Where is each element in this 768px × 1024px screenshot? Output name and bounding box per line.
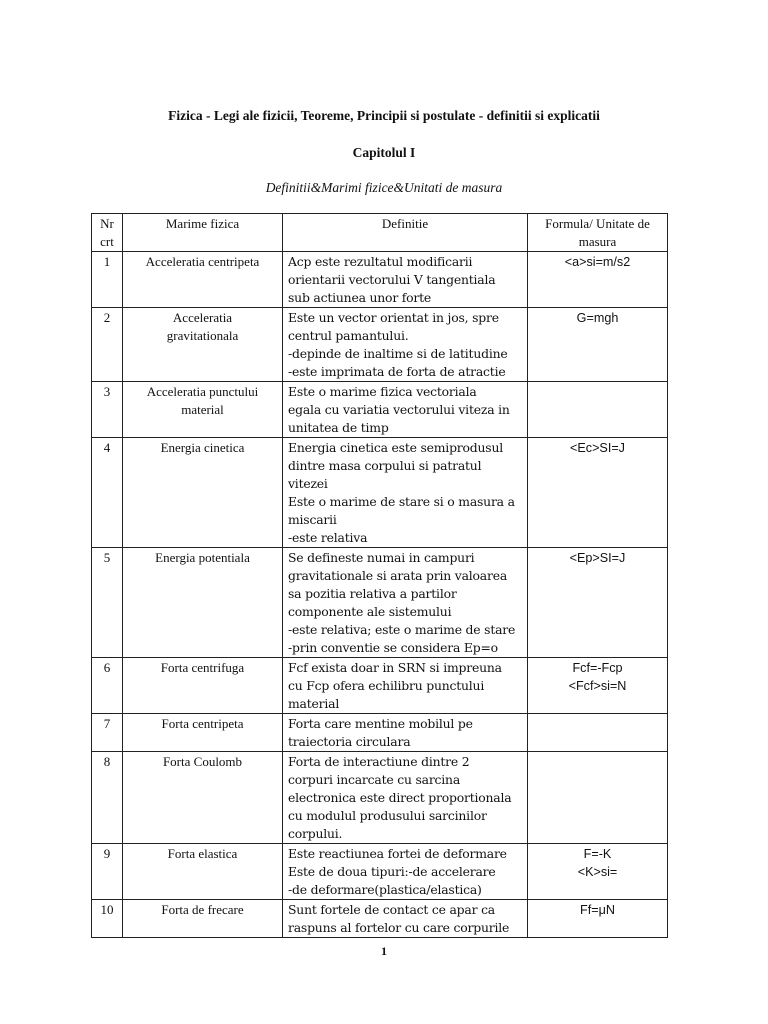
quantity-name-line: Acceleratia	[172, 310, 233, 325]
definition-text-line: Se defineste numai in campuri	[288, 550, 475, 565]
table-row	[92, 844, 668, 900]
quantity-name-line: Forta Coulomb	[162, 754, 243, 769]
definition-text-cell	[283, 438, 528, 548]
definition-text-line: cu Fcp ofera echilibru punctului	[288, 678, 485, 693]
formula-unit-cell	[528, 438, 668, 548]
formula-unit-line: <Ep>SI=J	[569, 551, 626, 565]
document-title: Fizica - Legi ale fizicii, Teoreme, Principii si postulate - definitii si explicatii	[168, 108, 600, 123]
header-quantity: Marime fizica	[123, 214, 283, 252]
definition-text-line: traiectoria circulara	[288, 734, 411, 749]
definition-text-cell	[283, 844, 528, 900]
quantity-name-line: Forta centrifuga	[160, 660, 245, 675]
definition-text-line: orientarii vectorului V tangentiala	[288, 272, 496, 287]
quantity-name-cell	[123, 900, 283, 938]
definition-text-line: -prin conventie se considera Ep=o	[288, 640, 498, 655]
table-row	[92, 382, 668, 438]
formula-unit-line: <Ec>SI=J	[570, 441, 625, 455]
table-row	[92, 308, 668, 382]
definition-text-line: -este relativa; este o marime de stare	[288, 622, 516, 637]
quantity-name-line: Forta elastica	[167, 846, 238, 861]
definition-text-line: vitezei	[288, 476, 328, 491]
definition-text-line: -este relativa	[288, 530, 368, 545]
formula-unit-cell	[528, 308, 668, 382]
header-definition: Definitie	[283, 214, 528, 252]
row-number-cell: 7	[92, 714, 123, 752]
definition-text-line: Este de doua tipuri:-de accelerare	[288, 864, 496, 879]
quantity-name-line: Forta de frecare	[161, 902, 244, 917]
formula-unit-cell	[528, 658, 668, 714]
table-row	[92, 548, 668, 658]
table-row	[92, 900, 668, 938]
table-row	[92, 752, 668, 844]
row-number-cell: 4	[92, 438, 123, 548]
table-row	[92, 658, 668, 714]
definition-text-cell	[283, 382, 528, 438]
quantity-name-cell	[123, 548, 283, 658]
quantity-name-line: Forta centripeta	[161, 716, 244, 731]
quantity-name-line: Energia cinetica	[160, 440, 245, 455]
row-number-cell: 9	[92, 844, 123, 900]
definition-text-line: Este reactiunea fortei de deformare	[288, 846, 507, 861]
formula-unit-cell	[528, 752, 668, 844]
quantity-name-cell	[123, 844, 283, 900]
definition-text-line: Este o marime fizica vectoriala	[288, 384, 477, 399]
row-number-cell: 5	[92, 548, 123, 658]
definition-text-cell	[283, 714, 528, 752]
definition-text-line: corpului.	[288, 826, 343, 841]
definitions-table	[91, 213, 668, 938]
formula-unit-cell	[528, 714, 668, 752]
definition-text-line: cu modulul produsului sarcinilor	[288, 808, 487, 823]
formula-unit-cell	[528, 252, 668, 308]
definition-text-line: raspuns al fortelor cu care corpurile	[288, 920, 510, 935]
definition-text-line: -depinde de inaltime si de latitudine	[288, 346, 508, 361]
quantity-name-cell	[123, 714, 283, 752]
header-formula-unit: Formula/ Unitate de masura	[528, 214, 668, 252]
table-row	[92, 252, 668, 308]
definition-text-line: Forta care mentine mobilul pe	[288, 716, 473, 731]
definition-text-line: componente ale sistemului	[288, 604, 452, 619]
definition-text-line: sub actiunea unor forte	[288, 290, 432, 305]
definition-text-line: Este un vector orientat in jos, spre	[288, 310, 499, 325]
formula-unit-line: <a>si=m/s2	[564, 255, 631, 269]
quantity-name-line: Acceleratia punctului	[146, 384, 259, 399]
definition-text-line: -este imprimata de forta de atractie	[288, 364, 506, 379]
formula-unit-line: <K>si=	[577, 865, 618, 879]
formula-unit-cell	[528, 548, 668, 658]
row-number-cell: 3	[92, 382, 123, 438]
formula-unit-cell	[528, 382, 668, 438]
quantity-name-line: material	[181, 402, 224, 417]
table-row	[92, 438, 668, 548]
quantity-name-line: gravitationala	[166, 328, 239, 343]
definition-text-cell	[283, 658, 528, 714]
quantity-name-cell	[123, 382, 283, 438]
formula-unit-line: F=-K	[583, 847, 612, 861]
chapter-heading: Capitolul I	[352, 145, 416, 160]
formula-unit-line: Ff=μN	[580, 903, 615, 917]
definition-text-cell	[283, 900, 528, 938]
definition-text-line: sa pozitia relativa a partilor	[288, 586, 457, 601]
quantity-name-cell	[123, 752, 283, 844]
definition-text-line: miscarii	[288, 512, 337, 527]
definition-text-line: electronica este direct proportionala	[288, 790, 512, 805]
page-number: 1	[381, 944, 387, 958]
definition-text-line: Acp este rezultatul modificarii	[288, 254, 473, 269]
definition-text-line: Energia cinetica este semiprodusul	[288, 440, 503, 455]
quantity-name-line: Acceleratia centripeta	[145, 254, 260, 269]
section-subtitle: Definitii&Marimi fizice&Unitati de masura	[265, 180, 503, 195]
definition-text-line: Este o marime de stare si o masura a	[288, 494, 515, 509]
formula-unit-cell	[528, 844, 668, 900]
definition-text-line: dintre masa corpului si patratul	[288, 458, 482, 473]
row-number-cell: 1	[92, 252, 123, 308]
row-number-cell: 6	[92, 658, 123, 714]
definition-text-cell	[283, 548, 528, 658]
definition-text-line: Fcf exista doar in SRN si impreuna	[288, 660, 502, 675]
formula-unit-cell	[528, 900, 668, 938]
formula-unit-line: Fcf=-Fcp	[572, 661, 623, 675]
quantity-name-line: Energia potentiala	[155, 550, 250, 565]
definition-text-line: egala cu variatia vectorului viteza in	[288, 402, 510, 417]
definition-text-cell	[283, 252, 528, 308]
definition-text-line: gravitationale si arata prin valoarea	[288, 568, 508, 583]
definition-text-line: centrul pamantului.	[288, 328, 409, 343]
definition-text-line: material	[288, 696, 340, 711]
definition-text-line: -de deformare(plastica/elastica)	[288, 882, 482, 897]
definition-text-cell	[283, 308, 528, 382]
table-header-row	[92, 214, 668, 252]
definition-text-cell	[283, 752, 528, 844]
quantity-name-cell	[123, 308, 283, 382]
quantity-name-cell	[123, 438, 283, 548]
definition-text-line: corpuri incarcate cu sarcina	[288, 772, 461, 787]
quantity-name-cell	[123, 658, 283, 714]
table-row	[92, 714, 668, 752]
header-nr: Nr crt	[92, 214, 123, 252]
row-number-cell: 2	[92, 308, 123, 382]
formula-unit-line: <Fcf>si=N	[568, 679, 627, 693]
definition-text-line: unitatea de timp	[288, 420, 389, 435]
row-number-cell: 10	[92, 900, 123, 938]
formula-unit-line: G=mgh	[576, 311, 619, 325]
definition-text-line: Forta de interactiune dintre 2	[288, 754, 470, 769]
definition-text-line: Sunt fortele de contact ce apar ca	[288, 902, 495, 917]
quantity-name-cell	[123, 252, 283, 308]
table-body	[92, 252, 668, 938]
row-number-cell: 8	[92, 752, 123, 844]
